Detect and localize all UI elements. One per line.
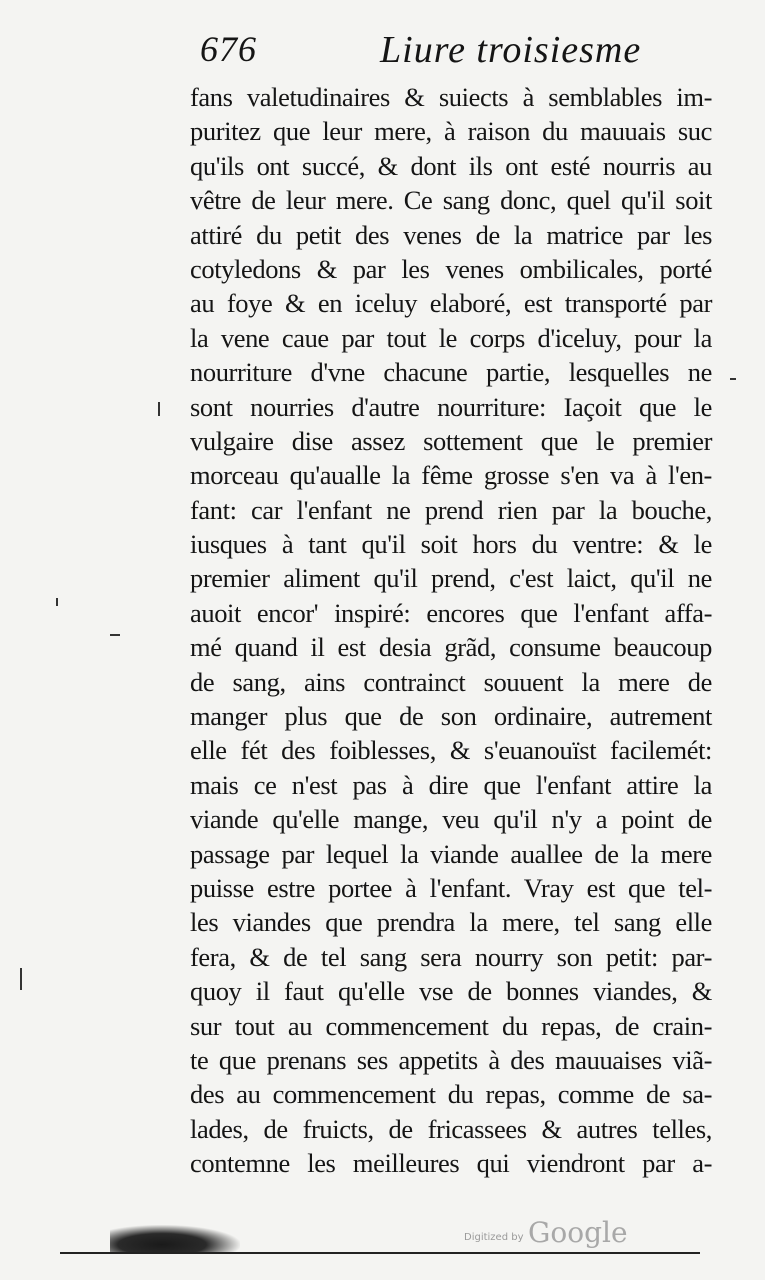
page-number: 676 <box>200 29 257 69</box>
margin-speck <box>56 598 58 606</box>
margin-speck <box>730 378 736 380</box>
margin-speck <box>110 634 120 636</box>
text-line: puritez que leur mere, à raison du mauuais suc <box>190 116 712 147</box>
margin-speck <box>20 968 22 990</box>
text-line: mais ce n'est pas à dire que l'enfant attire la <box>190 769 712 800</box>
text-line: de sang, ains contrainct souuent la mere de <box>190 666 712 697</box>
text-line: cotyledons & par les venes ombilicales, porté <box>190 253 712 284</box>
text-line: vêtre de leur mere. Ce sang donc, quel qu'il soit <box>190 185 712 216</box>
text-line: qu'ils ont succé, & dont ils ont esté nourris au <box>190 150 712 181</box>
text-line: premier aliment qu'il prend, c'est laict, qu'il ne <box>190 563 712 594</box>
digitization-watermark <box>464 1216 634 1256</box>
body-text <box>190 80 712 1181</box>
text-line: viande qu'elle mange, veu qu'il n'y a point de <box>190 804 712 835</box>
ink-blot <box>110 1225 240 1253</box>
page-header <box>200 28 720 76</box>
text-line: manger plus que de son ordinaire, autrement <box>190 701 712 732</box>
text-line: passage par lequel la viande auallee de la mere <box>190 838 712 869</box>
text-line: des au commencement du repas, comme de sa- <box>190 1079 712 1110</box>
text-line: mé quand il est desia grãd, consume beaucoup <box>190 632 712 663</box>
text-line: attiré du petit des venes de la matrice par les <box>190 219 712 250</box>
google-logo: Google <box>528 1216 628 1249</box>
text-line: nourriture d'vne chacune partie, lesquelles ne <box>190 357 712 388</box>
text-line: quoy il faut qu'elle vse de bonnes viandes, & <box>190 976 712 1007</box>
text-line: les viandes que prendra la mere, tel sang elle <box>190 907 712 938</box>
text-line: puisse estre portee à l'enfant. Vray est que tel- <box>190 872 712 903</box>
watermark-prefix: Digitized by <box>464 1232 524 1243</box>
text-line: morceau qu'aualle la fême grosse s'en va à l'en- <box>190 460 712 491</box>
text-line: fera, & de tel sang sera nourry son petit: par- <box>190 941 712 972</box>
text-line: elle fét des foiblesses, & s'euanouïst facilemét: <box>190 735 712 766</box>
text-line: la vene caue par tout le corps d'iceluy, pour la <box>190 322 712 353</box>
text-line: auoit encor' inspiré: encores que l'enfant affa- <box>190 597 712 628</box>
text-line: fant: car l'enfant ne prend rien par la bouche, <box>190 494 712 525</box>
running-title: Liure troisiesme <box>380 29 642 71</box>
text-line: contemne les meilleures qui viendront par a- <box>190 1148 712 1179</box>
text-line: fans valetudinaires & suiects à semblables im- <box>190 82 712 112</box>
margin-speck <box>158 402 160 416</box>
text-line: te que prenans ses appetits à des mauuaises viã- <box>190 1044 712 1075</box>
text-line: sont nourries d'autre nourriture: Iaçoit que le <box>190 391 712 422</box>
text-line: vulgaire dise assez sottement que le premier <box>190 425 712 456</box>
text-line: au foye & en iceluy elaboré, est transporté par <box>190 288 712 319</box>
text-line: lades, de fruicts, de fricassees & autres telles, <box>190 1113 712 1144</box>
text-line: sur tout au commencement du repas, de crain- <box>190 1010 712 1041</box>
text-line: iusques à tant qu'il soit hors du ventre: & le <box>190 529 712 560</box>
